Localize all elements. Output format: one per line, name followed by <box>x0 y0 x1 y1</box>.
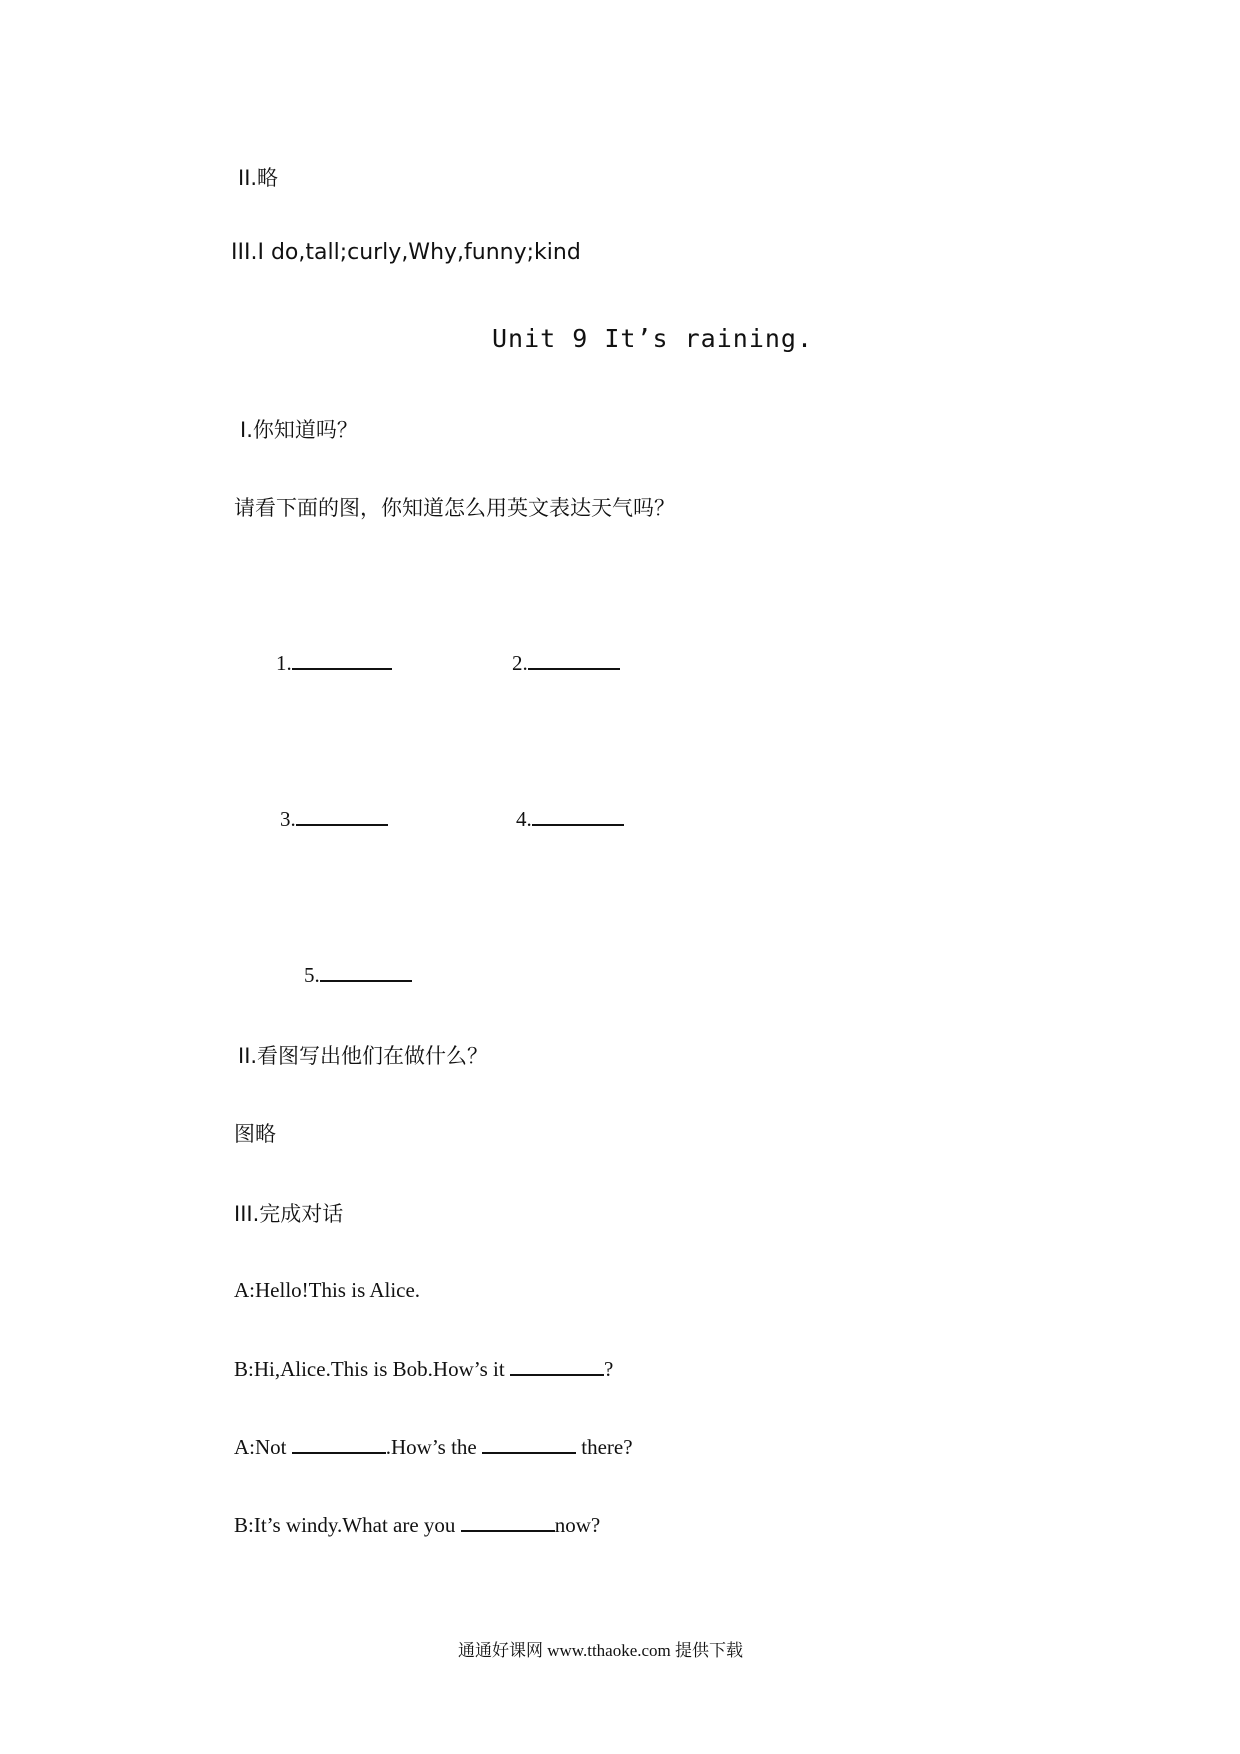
page-footer: 通通好课网 www.tthaoke.com 提供下载 <box>458 1641 744 1660</box>
dialogue-text: now? <box>554 1513 601 1537</box>
dialogue-line-4 <box>234 1512 600 1538</box>
blank-item-2 <box>512 650 620 676</box>
dialogue-text: B:Hi,Alice.This is Bob.How’s it <box>234 1357 510 1381</box>
item-number: 2. <box>512 651 528 675</box>
part3-heading: III.完成对话 <box>234 1202 344 1226</box>
dialogue-line-1: A:Hello!This is Alice. <box>234 1278 421 1302</box>
prev-answer-iii: III.I do,tall;curly,Why,funny;kind <box>231 240 581 265</box>
dialogue-text: A:Not <box>234 1435 292 1459</box>
answer-blank[interactable] <box>461 1512 555 1532</box>
answer-blank[interactable] <box>532 806 624 826</box>
answer-blank[interactable] <box>320 962 412 982</box>
part2-heading: II.看图写出他们在做什么？ <box>238 1044 489 1068</box>
item-number: 1. <box>276 651 292 675</box>
dialogue-text: B:It’s windy.What are you <box>234 1513 461 1537</box>
prev-answer-ii: II.略 <box>238 166 279 190</box>
part2-note: 图略 <box>234 1122 276 1146</box>
answer-blank[interactable] <box>482 1434 576 1454</box>
dialogue-line-2 <box>234 1356 613 1382</box>
item-number: 4. <box>516 807 532 831</box>
blank-item-5 <box>304 962 412 988</box>
item-number: 3. <box>280 807 296 831</box>
item-number: 5. <box>304 963 320 987</box>
answer-blank[interactable] <box>292 650 392 670</box>
answer-blank[interactable] <box>510 1356 604 1376</box>
unit-title: Unit 9 It’s raining. <box>492 324 814 353</box>
dialogue-text: .How’s the <box>385 1435 482 1459</box>
answer-blank[interactable] <box>292 1434 386 1454</box>
dialogue-text: there? <box>576 1435 633 1459</box>
blank-item-3 <box>280 806 388 832</box>
blank-item-4 <box>516 806 624 832</box>
part1-instruction: 请看下面的图，你知道怎么用英文表达天气吗？ <box>234 496 675 520</box>
blank-item-1 <box>276 650 392 676</box>
answer-blank[interactable] <box>528 650 620 670</box>
dialogue-text: ? <box>603 1357 614 1381</box>
part1-heading: I.你知道吗？ <box>240 418 358 442</box>
dialogue-line-3 <box>234 1434 633 1460</box>
answer-blank[interactable] <box>296 806 388 826</box>
